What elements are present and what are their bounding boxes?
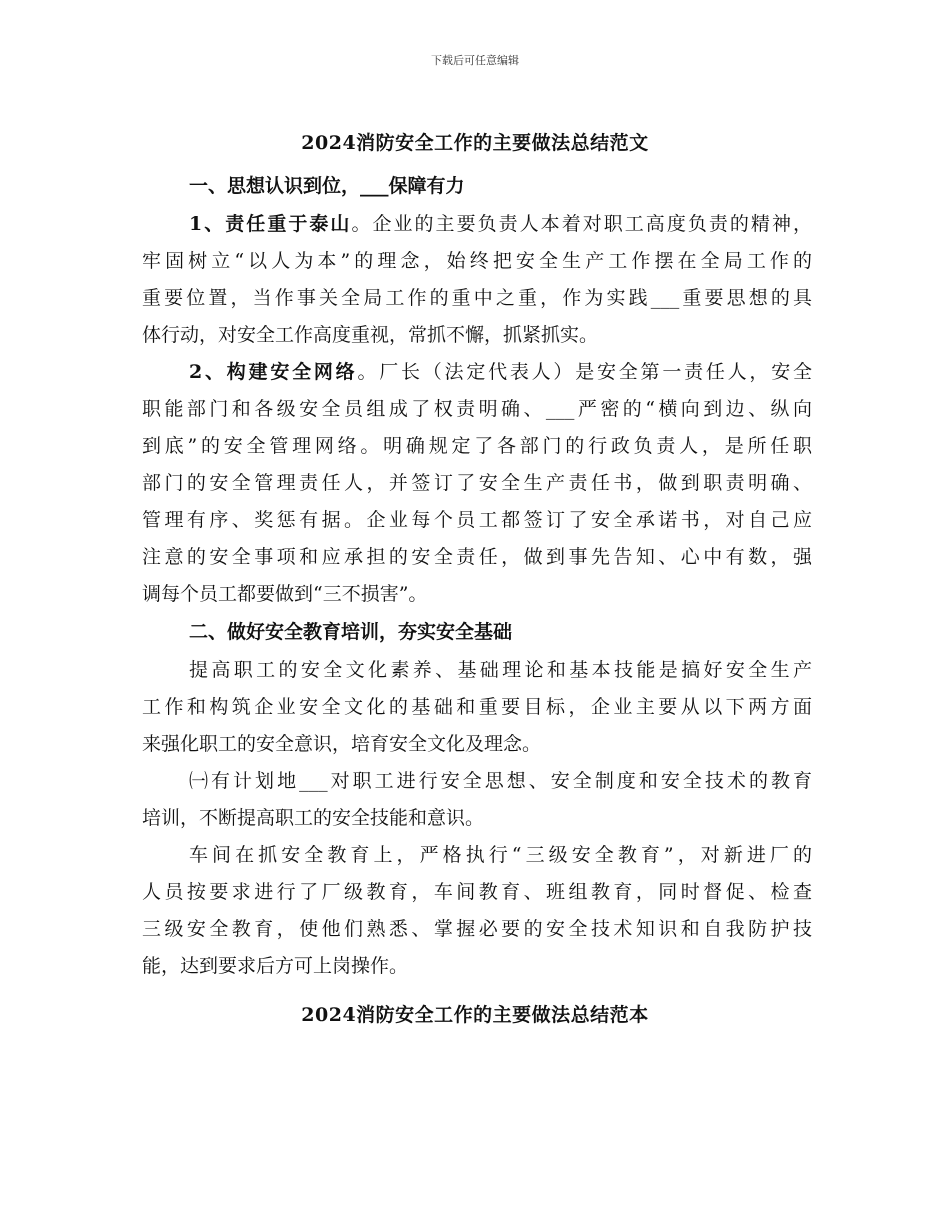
paragraph-4-line-2: 培训，不断提高职工的安全技能和意识。 [142, 807, 485, 829]
paragraph-2-line-7: 调每个员工都要做到“三不损害”。 [142, 583, 428, 605]
paragraph-2-line-3: 到底”的安全管理网络。明确规定了各部门的行政负责人，是所任职 [142, 435, 812, 457]
paragraph-1-line-1 [189, 206, 812, 243]
paragraph-2-line-1 [189, 354, 812, 391]
section-heading-1: 一、思想认识到位，___保障有力 [189, 175, 465, 197]
paragraph-2-text: 。厂长（法定代表人）是安全第一责任人，安全 [357, 361, 812, 383]
paragraph-2-line-2: 职能部门和各级安全员组成了权责明确、___严密的“横向到边、纵向 [142, 398, 812, 420]
paragraph-2-line-5: 管理有序、奖惩有据。企业每个员工都签订了安全承诺书，对自己应 [142, 509, 812, 531]
paragraph-5-line-1: 车间在抓安全教育上，严格执行“三级安全教育”，对新进厂的 [189, 844, 812, 866]
paragraph-5-line-2: 人员按要求进行了厂级教育，车间教育、班组教育，同时督促、检查 [142, 881, 812, 903]
paragraph-5-line-4: 能，达到要求后方可上岗操作。 [142, 955, 409, 977]
paragraph-2-line-6: 注意的安全事项和应承担的安全责任，做到事先告知、心中有数，强 [142, 546, 812, 568]
paragraph-1-line-3: 重要位置，当作事关全局工作的重中之重，作为实践___重要思想的具 [142, 287, 812, 309]
second-document-title: 2024消防安全工作的主要做法总结范本 [301, 1004, 649, 1026]
paragraph-3-line-1: 提高职工的安全文化素养、基础理论和基本技能是搞好安全生产 [189, 659, 812, 681]
paragraph-2-lead: 2、构建安全网络 [189, 361, 358, 383]
page-header: 下载后可任意编辑 [431, 54, 519, 67]
section-heading-2: 二、做好安全教育培训，夯实安全基础 [189, 621, 513, 643]
paragraph-5-line-3: 三级安全教育，使他们熟悉、掌握必要的安全技术知识和自我防护技 [142, 918, 812, 940]
document-title: 2024消防安全工作的主要做法总结范文 [301, 132, 649, 154]
paragraph-1-line-2: 牢固树立“以人为本”的理念，始终把安全生产工作摆在全局工作的 [142, 250, 812, 272]
paragraph-3-line-2: 工作和构筑企业安全文化的基础和重要目标，企业主要从以下两方面 [142, 696, 812, 718]
paragraph-3-line-3: 来强化职工的安全意识，培育安全文化及理念。 [142, 733, 542, 755]
paragraph-4-line-1: ㈠有计划地___对职工进行安全思想、安全制度和安全技术的教育 [189, 770, 812, 792]
paragraph-1-text: 。企业的主要负责人本着对职工高度负责的精神， [351, 213, 812, 235]
paragraph-1-line-4: 体行动，对安全工作高度重视，常抓不懈，抓紧抓实。 [142, 324, 599, 346]
paragraph-1-lead: 1、责任重于泰山 [189, 213, 352, 235]
paragraph-2-line-4: 部门的安全管理责任人，并签订了安全生产责任书，做到职责明确、 [142, 472, 812, 494]
